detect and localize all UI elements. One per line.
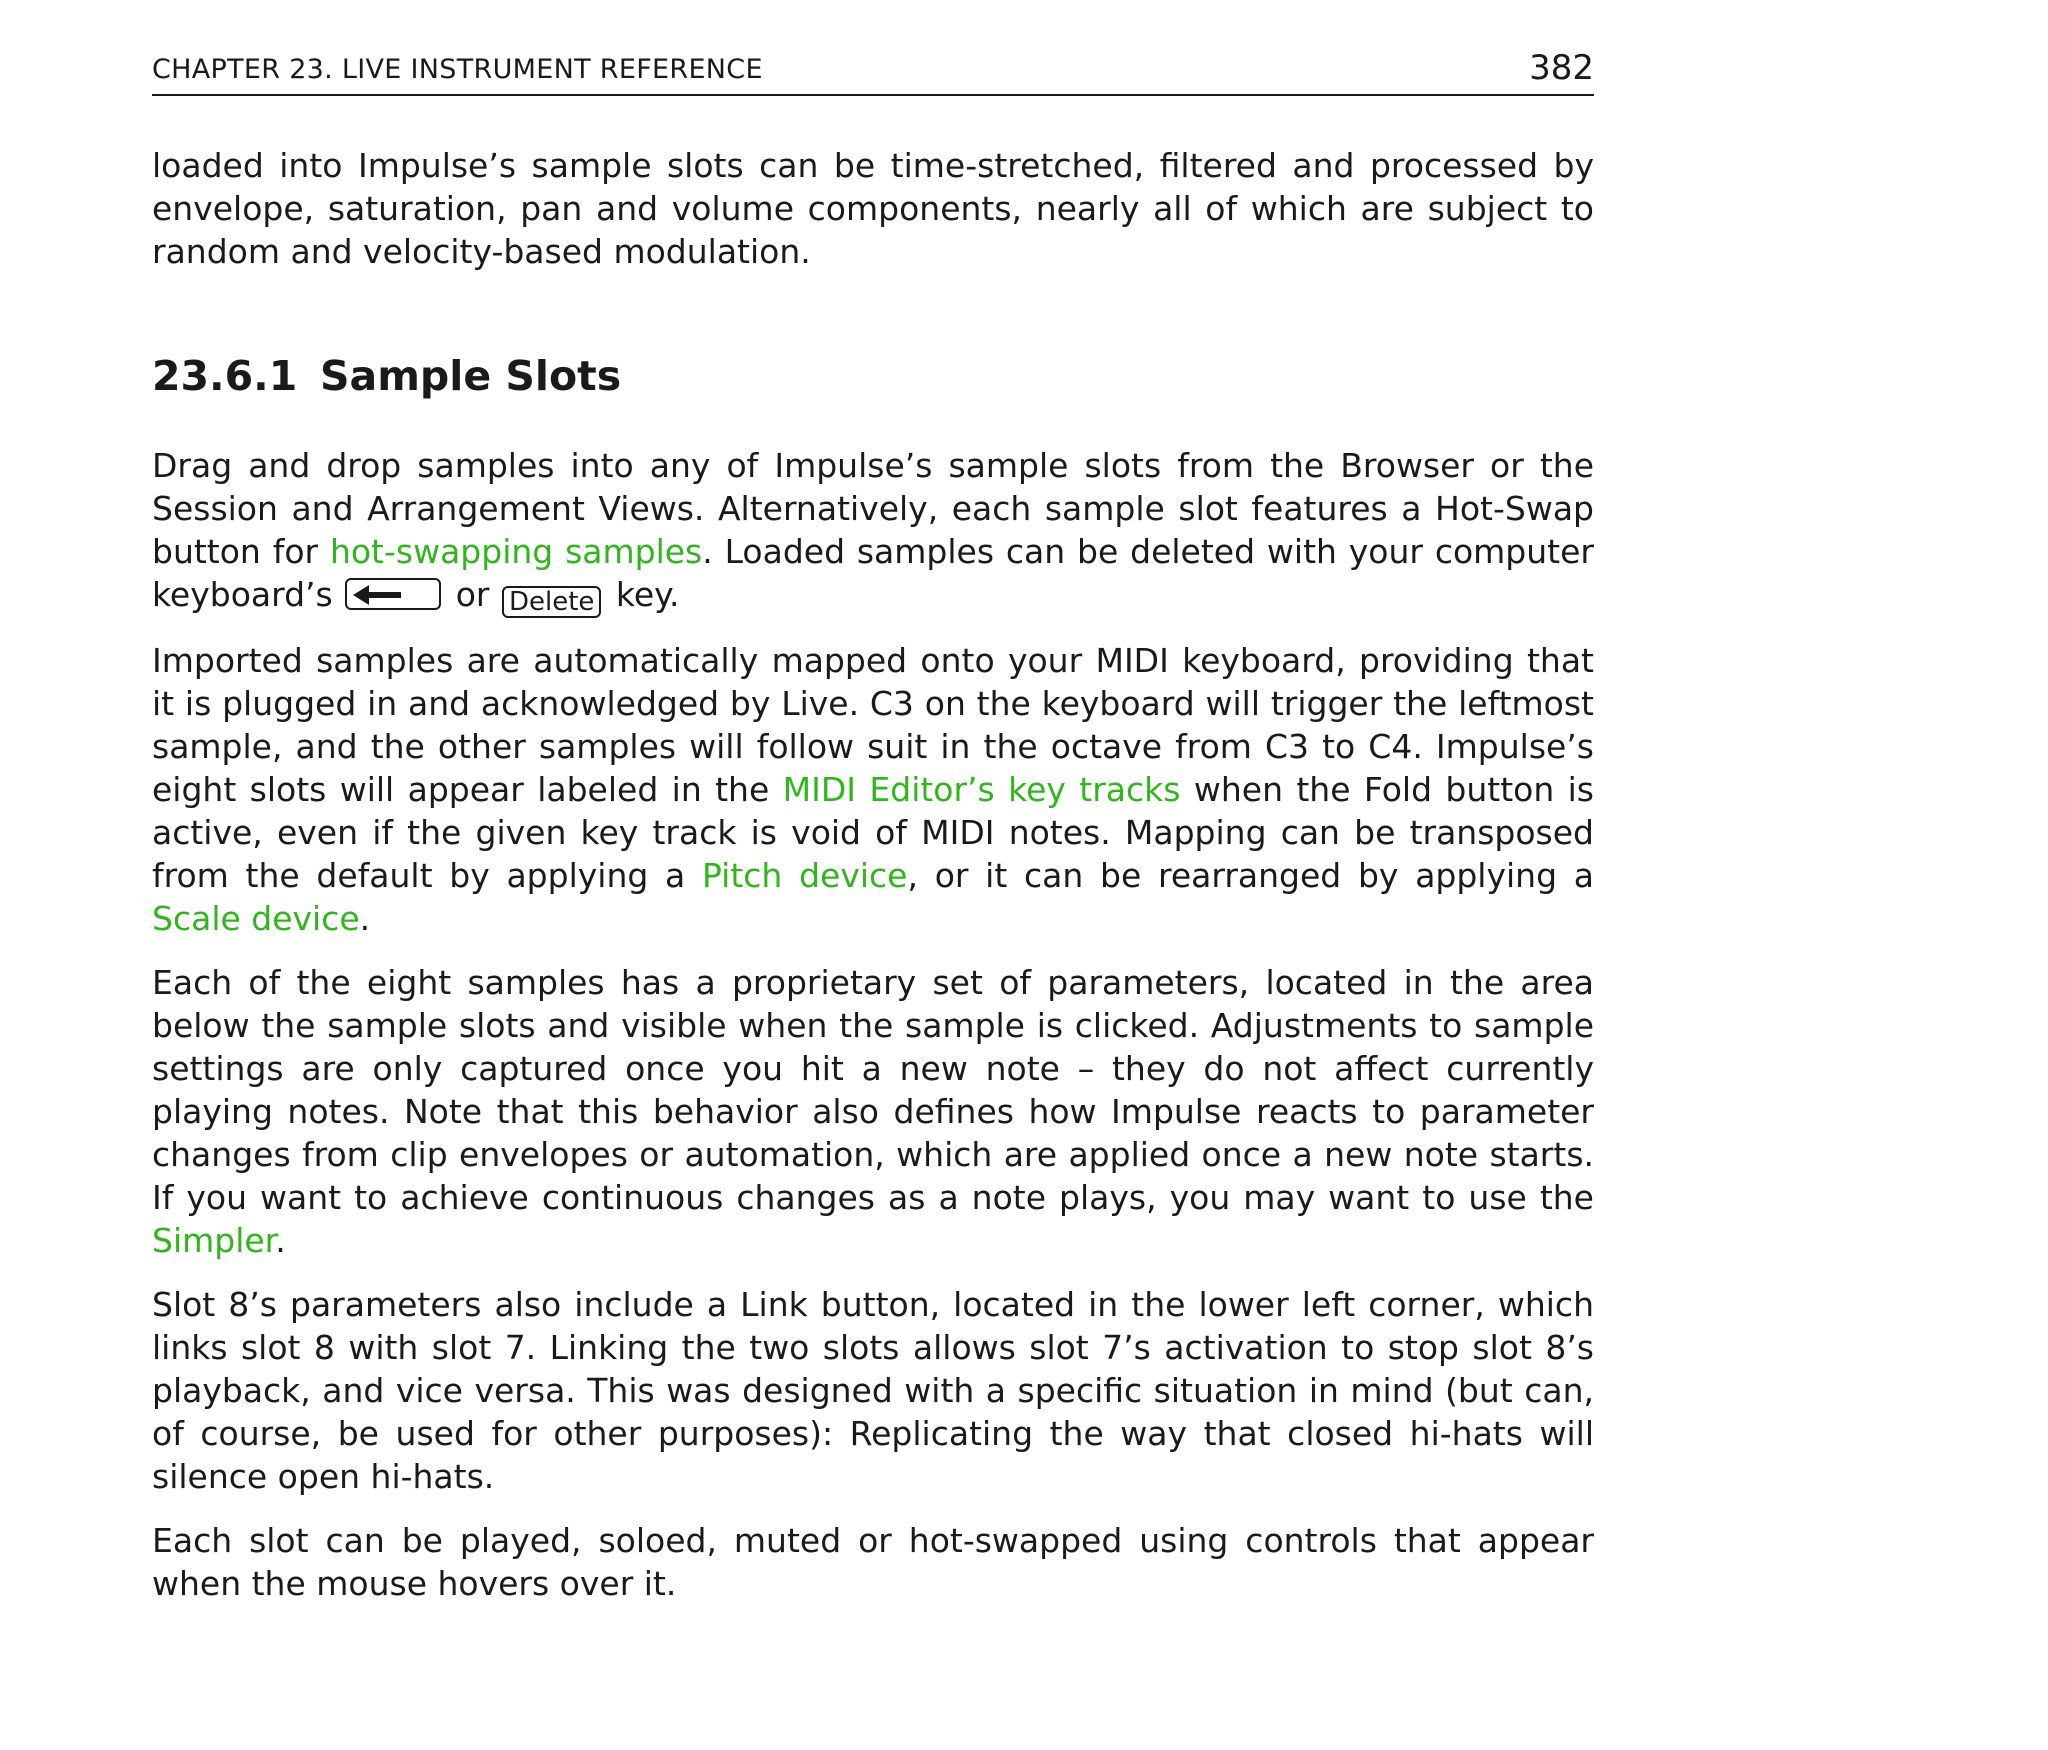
paragraph-slot-controls: Each slot can be played, soloed, muted or hot-swapped using controls that appear when the mouse hovers over it. xyxy=(152,1521,1594,1603)
text-run: when the Fold button is active, even if the given key track is void of MIDI notes. Mapping can be transposed from the default by applying a xyxy=(152,770,1594,895)
text-run: . xyxy=(275,1221,286,1260)
link-hot-swapping-samples[interactable]: hot-swapping samples xyxy=(329,532,703,571)
text-run: key. xyxy=(605,575,680,614)
paragraph-sample-parameters xyxy=(152,961,1594,1262)
backspace-arrow-icon xyxy=(353,584,405,606)
paragraph-sample-slots-drag xyxy=(152,444,1594,618)
page-number: 382 xyxy=(1529,48,1594,88)
text-run: Imported samples are automatically mapped onto your MIDI keyboard, providing that it is plugged in and acknowledged by Live. C3 on the keyboard will trigger the leftmost sample, and the other samples will follow suit in the octave from C3 to C4. Impulse’s eight slots will appear labeled in the xyxy=(152,641,1594,809)
section-number: 23.6.1 xyxy=(152,352,298,400)
text-run: , or it can be rearranged by applying a xyxy=(907,856,1594,895)
page-body xyxy=(152,144,1594,1626)
text-run: . Loaded samples can be deleted with your computer keyboard’s xyxy=(152,532,1594,614)
page-header xyxy=(152,48,1594,96)
paragraph-midi-mapping xyxy=(152,639,1594,940)
chapter-title: CHAPTER 23. LIVE INSTRUMENT REFERENCE xyxy=(152,54,763,85)
delete-key-glyph: Delete xyxy=(502,586,601,618)
text-run: Each of the eight samples has a proprietary set of parameters, located in the area below the sample slots and visible when the sample is clicked. Adjustments to sample settings are only captured once you hit a new note – they do not affect currently playing notes. Note that this behavior also defines how Impulse reacts to parameter changes from clip envelopes or automation, which are applied once a new note starts. If you want to achieve continuous changes as a note plays, you may want to use the xyxy=(152,963,1594,1217)
link-midi-editor-key-tracks[interactable]: MIDI Editor’s key tracks xyxy=(782,770,1181,809)
text-run: . xyxy=(359,899,371,938)
link-pitch-device[interactable]: Pitch device xyxy=(702,856,908,895)
text-run: Drag and drop samples into any of Impulse’s sample slots from the Browser or the Session and Arrangement Views. Alternatively, each sample slot features a Hot-Swap button for xyxy=(152,446,1594,571)
section-title: Sample Slots xyxy=(320,352,622,400)
text-run: or xyxy=(445,575,500,614)
intro-paragraph: loaded into Impulse’s sample slots can be time-stretched, filtered and processed by envelope, saturation, pan and volume components, nearly all of which are subject to random and velocity-based modulation. xyxy=(152,146,1594,271)
section-heading xyxy=(152,352,1594,400)
link-simpler[interactable]: Simpler xyxy=(152,1221,276,1260)
backspace-key-glyph xyxy=(345,578,441,610)
link-scale-device[interactable]: Scale device xyxy=(152,899,360,938)
paragraph-slot-link: Slot 8’s parameters also include a Link button, located in the lower left corner, which links slot 8 with slot 7. Linking the two slots allows slot 7’s activation to stop slot 8’s playback, and vice versa. This was designed with a specific situation in mind (but can, of course, be used for other purposes): Replicating the way that closed hi-hats will silence open hi-hats. xyxy=(152,1285,1594,1496)
